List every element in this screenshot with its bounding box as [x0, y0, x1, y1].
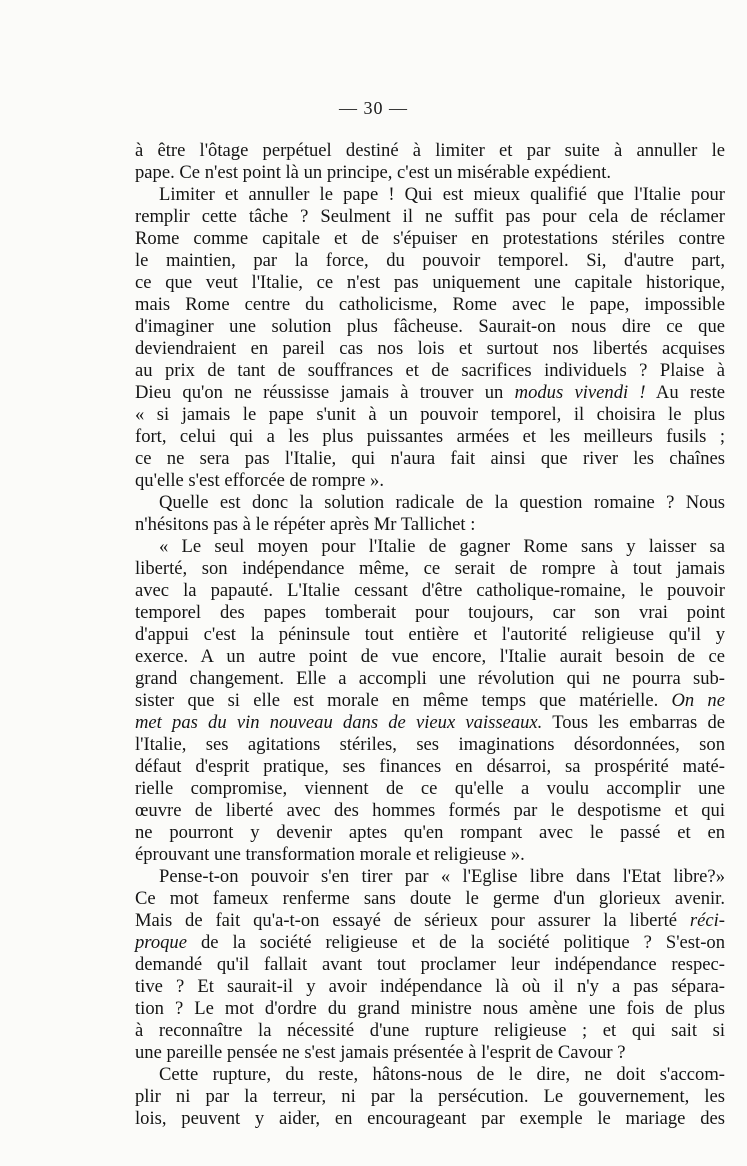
- text-segment: Mais de fait qu'a-t-on essayé de sérieux pour assurer la liberté: [135, 910, 690, 931]
- text-segment: de la société religieuse et de la société politique ? S'est-on: [187, 932, 725, 953]
- text-line: Cette rupture, du reste, hâtons-nous de le dire, ne doit s'accom-: [159, 1064, 725, 1085]
- text-line: n'hésitons pas à le répéter après Mr Tallichet :: [135, 514, 476, 535]
- text-line: à être l'ôtage perpétuel destiné à limiter et par suite à annuller le: [135, 140, 725, 161]
- text-line: tive ? Et saurait-il y avoir indépendance là où il n'y a pas sépara-: [135, 976, 725, 997]
- italic-phrase: met pas du vin nouveau dans de vieux vaisseaux.: [135, 712, 543, 733]
- text-line: à reconnaître la nécessité d'une rupture religieuse ; et qui sait si: [135, 1020, 725, 1041]
- text-line: exerce. A un autre point de vue encore, l'Italie aurait besoin de ce: [135, 646, 725, 667]
- text-line: le maintien, par la force, du pouvoir temporel. Si, d'autre part,: [135, 250, 725, 271]
- text-line: plir ni par la terreur, ni par la persécution. Le gouvernement, les: [135, 1086, 725, 1107]
- text-line: liberté, son indépendance même, ce serait de rompre à tout jamais: [135, 558, 725, 579]
- text-segment: Dieu qu'on ne réussisse jamais à trouver un: [135, 382, 515, 403]
- text-line: « Le seul moyen pour l'Italie de gagner Rome sans y laisser sa: [159, 536, 725, 557]
- text-line: avec la papauté. L'Italie cessant d'être catholique-romaine, le pouvoir: [135, 580, 725, 601]
- text-line: œuvre de liberté avec des hommes formés par le despotisme et qui: [135, 800, 725, 821]
- text-line: demandé qu'il fallait avant tout proclamer leur indépendance respec-: [135, 954, 725, 975]
- text-segment: sister que si elle est morale en même temps que matérielle.: [135, 690, 672, 711]
- text-line-mixed: [135, 382, 725, 404]
- text-line: une pareille pensée ne s'est jamais présentée à l'esprit de Cavour ?: [135, 1042, 626, 1063]
- text-line: lois, peuvent y aider, en encourageant par exemple le mariage des: [135, 1108, 725, 1129]
- text-line: grand changement. Elle a accompli une révolution qui ne pourra sub-: [135, 668, 725, 689]
- text-line: Pense-t-on pouvoir s'en tirer par « l'Eglise libre dans l'Etat libre?»: [159, 866, 725, 887]
- text-line: temporel des papes tomberait pour toujours, car son vrai point: [135, 602, 725, 623]
- text-line-mixed: [135, 910, 725, 932]
- text-line: Limiter et annuller le pape ! Qui est mieux qualifié que l'Italie pour: [159, 184, 725, 205]
- italic-phrase: proque: [135, 932, 187, 953]
- italic-phrase: réci-: [689, 910, 725, 931]
- text-line: qu'elle s'est efforcée de rompre ».: [135, 470, 384, 491]
- italic-phrase: modus vivendi !: [514, 382, 646, 403]
- text-line: fort, celui qui a les plus puissantes armées et les meilleurs fusils ;: [135, 426, 725, 447]
- text-line: Quelle est donc la solution radicale de la question romaine ? Nous: [159, 492, 725, 513]
- text-line-mixed: [135, 690, 725, 712]
- text-line: ce que veut l'Italie, ce n'est pas uniquement une capitale historique,: [135, 272, 725, 293]
- text-line: éprouvant une transformation morale et religieuse ».: [135, 844, 525, 865]
- text-line: au prix de tant de souffrances et de sacrifices individuels ? Plaise à: [135, 360, 725, 381]
- text-line: d'imaginer une solution plus fâcheuse. Saurait-on nous dire ce que: [135, 316, 725, 337]
- text-line: rielle compromise, viennent de ce qu'elle a voulu accomplir une: [135, 778, 725, 799]
- text-line-mixed: [135, 712, 725, 734]
- italic-phrase: On ne: [671, 690, 725, 711]
- text-segment: Au reste: [645, 382, 725, 403]
- text-line: ne pourront y devenir aptes qu'en rompant avec le passé et en: [135, 822, 725, 843]
- text-line: ce ne sera pas l'Italie, qui n'aura fait ainsi que river les chaînes: [135, 448, 725, 469]
- text-line: l'Italie, ses agitations stériles, ses imaginations désordonnées, son: [135, 734, 725, 755]
- page-number: — 30 —: [339, 98, 408, 118]
- text-line: défaut d'esprit pratique, ses finances en désarroi, sa prospérité maté-: [135, 756, 725, 777]
- text-line: Ce mot fameux renferme sans doute le germe d'un glorieux avenir.: [135, 888, 725, 909]
- text-line: Rome comme capitale et de s'épuiser en protestations stériles contre: [135, 228, 725, 249]
- text-line: « si jamais le pape s'unit à un pouvoir temporel, il choisira le plus: [135, 404, 725, 425]
- text-line: tion ? Le mot d'ordre du grand ministre nous amène une fois de plus: [135, 998, 725, 1019]
- text-line: remplir cette tâche ? Seulment il ne suffit pas pour cela de réclamer: [135, 206, 725, 227]
- text-line: pape. Ce n'est point là un principe, c'est un misérable expédient.: [135, 162, 612, 183]
- text-segment: Tous les embarras de: [542, 712, 725, 733]
- text-line: deviendraient en pareil cas nos lois et surtout nos libertés acquises: [135, 338, 725, 359]
- text-line-mixed: [135, 932, 725, 954]
- text-line: mais Rome centre du catholicisme, Rome avec le pape, impossible: [135, 294, 725, 315]
- text-line: d'appui c'est la péninsule tout entière et l'autorité religieuse qu'il y: [135, 624, 725, 645]
- body-text: [135, 140, 725, 1130]
